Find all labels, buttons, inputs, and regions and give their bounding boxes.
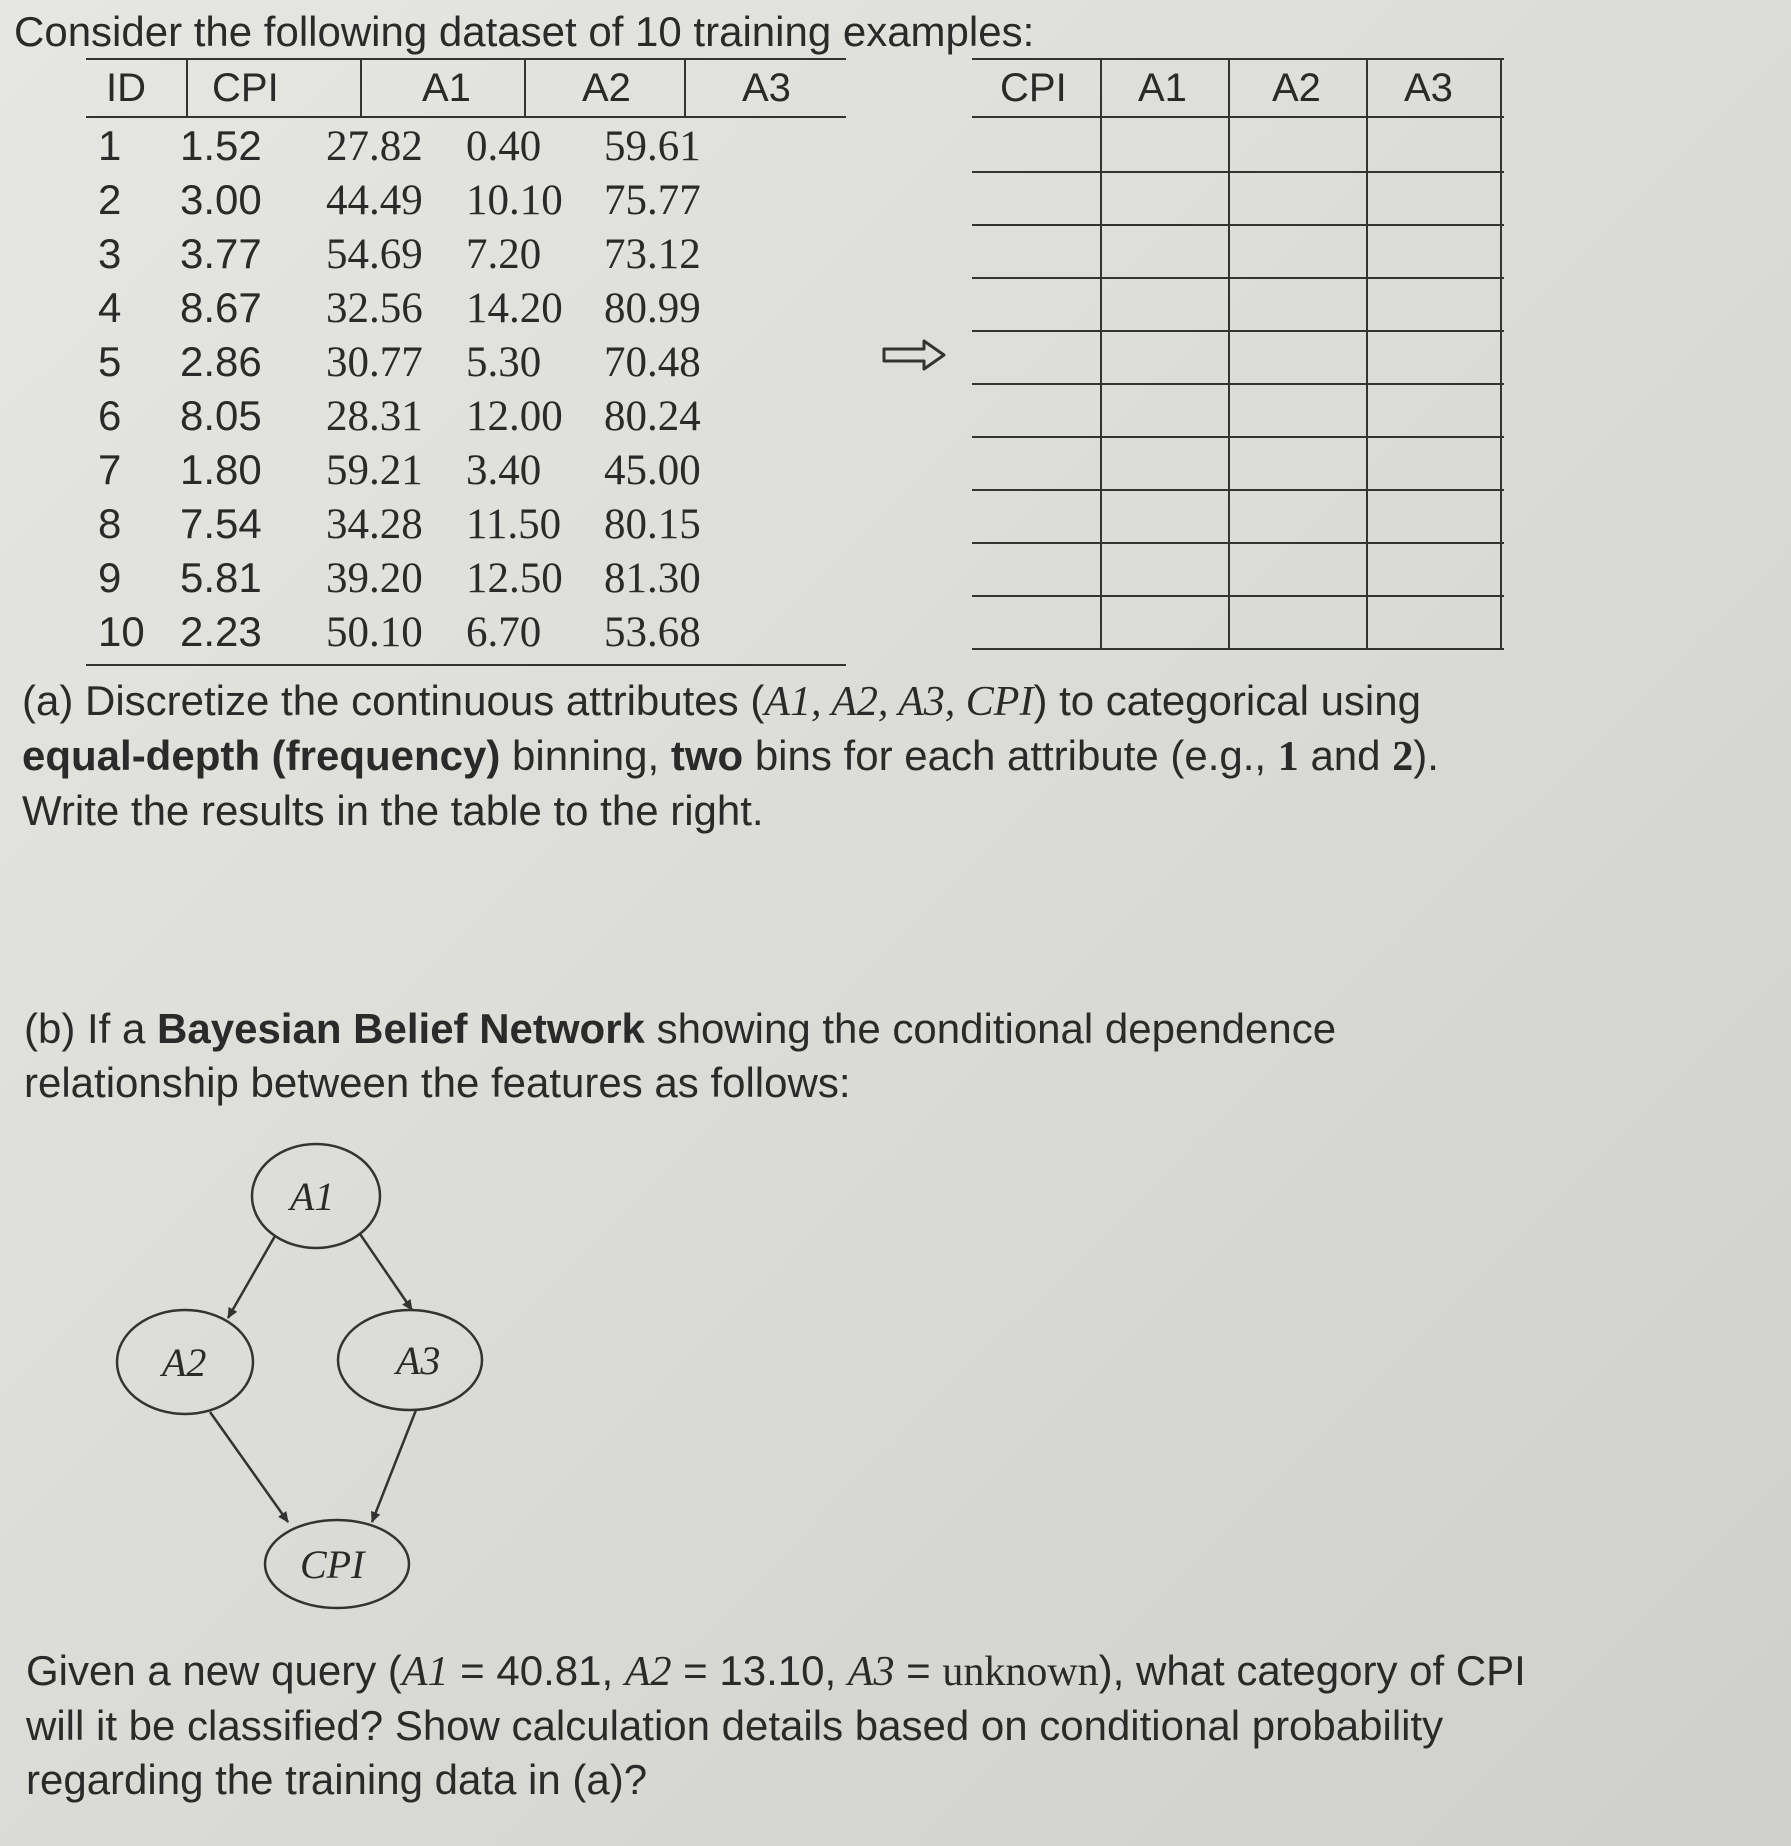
part-a-line-2: equal-depth (frequency) binning, two bins for each attribute (e.g., 1 and 2). [22,732,1439,780]
node-a3-label: A3 [396,1338,441,1383]
results-table-header [972,58,1504,118]
bayesian-network-diagram [110,1130,530,1610]
table-row [86,226,846,280]
header-divider-3 [524,60,526,118]
part-b-line-2: relationship between the features as follows: [24,1059,851,1106]
table-cell: 7.20 [466,231,542,278]
table-row [86,604,846,658]
results-row-line [972,595,1504,597]
table-cell: 30.77 [326,339,423,386]
table-row [86,280,846,334]
table-cell: 73.12 [604,231,701,278]
table-cell: 0.40 [466,123,542,170]
table-cell: 6 [98,392,122,439]
table-cell: 81.30 [604,555,701,602]
table-cell: 50.10 [326,609,423,656]
table-cell: 59.61 [604,123,701,170]
header-a2: A2 [582,66,631,110]
table-cell: 3.40 [466,447,542,494]
table-cell: 3.77 [180,230,262,277]
table-cell: 2.23 [180,608,262,655]
table-row [86,334,846,388]
header-a3: A3 [742,66,791,110]
results-column-divider [1228,60,1230,648]
results-column-divider [1100,60,1102,648]
edge-a1-a2 [228,1236,275,1318]
table-cell: 12.00 [466,393,563,440]
node-cpi-label: CPI [300,1542,365,1587]
part-a-question [22,674,1722,838]
table-cell: 8.67 [180,284,262,331]
table-cell: 3.00 [180,176,262,223]
page-heading: Consider the following dataset of 10 training examples: [14,8,1035,55]
table-body [86,118,846,658]
table-header [86,58,846,118]
results-row-line [972,330,1504,332]
table-bottom-rule [86,664,846,666]
results-row-line [972,489,1504,491]
header-divider-1 [186,60,188,118]
edge-a3-cpi [372,1410,416,1522]
results-row-line [972,542,1504,544]
table-cell: 59.21 [326,447,423,494]
table-row [86,442,846,496]
table-cell: 8 [98,500,122,547]
table-cell: 4 [98,284,122,331]
table-row [86,388,846,442]
header-cpi: CPI [212,66,279,110]
table-cell: 80.24 [604,393,701,440]
table-cell: 80.99 [604,285,701,332]
part-b-line-1: (b) If a Bayesian Belief Network showing the conditional dependence [24,1005,1337,1052]
table-cell: 5.30 [466,339,542,386]
query-line-3: regarding the training data in (a)? [26,1756,648,1803]
table-cell: 10.10 [466,177,563,224]
header-a1: A1 [422,66,471,110]
query-question [26,1644,1766,1807]
results-column-divider [1500,60,1502,648]
table-cell: 1.80 [180,446,262,493]
table-row [86,550,846,604]
results-row-line [972,383,1504,385]
part-a-line-3: Write the results in the table to the right. [22,787,764,834]
table-cell: 7.54 [180,500,262,547]
table-cell: 11.50 [466,501,562,548]
table-cell: 6.70 [466,609,542,656]
table-cell: 2.86 [180,338,262,385]
table-cell: 2 [98,176,122,223]
query-line-1: Given a new query (A1 = 40.81, A2 = 13.10, A3 = unknown), what category of CPI [26,1647,1526,1695]
table-cell: 9 [98,554,122,601]
table-cell: 70.48 [604,339,701,386]
table-cell: 3 [98,230,122,277]
header-divider-2 [360,60,362,118]
node-a1-label: A1 [290,1174,335,1219]
table-cell: 45.00 [604,447,701,494]
table-cell: 44.49 [326,177,423,224]
part-a-line-1: (a) Discretize the continuous attributes (A1, A2, A3, CPI) to categorical using [22,677,1421,725]
table-cell: 1.52 [180,122,262,169]
results-row-line [972,224,1504,226]
table-cell: 7 [98,446,122,493]
table-cell: 8.05 [180,392,262,439]
results-row-line [972,277,1504,279]
edge-a1-a3 [360,1234,412,1310]
table-cell: 10 [98,608,145,655]
results-header-a2: A2 [1272,66,1321,110]
table-row [86,496,846,550]
header-divider-4 [684,60,686,118]
table-cell: 28.31 [326,393,423,440]
table-cell: 53.68 [604,609,701,656]
discretized-results-table [972,58,1504,650]
edge-a2-cpi [210,1412,288,1522]
table-cell: 34.28 [326,501,423,548]
table-cell: 12.50 [466,555,563,602]
table-cell: 80.15 [604,501,701,548]
table-row [86,118,846,172]
table-cell: 39.20 [326,555,423,602]
header-id: ID [106,66,146,110]
table-cell: 75.77 [604,177,701,224]
query-line-2: will it be classified? Show calculation details based on conditional probability [26,1702,1444,1749]
right-arrow-icon [880,338,948,372]
table-cell: 1 [98,122,122,169]
table-cell: 54.69 [326,231,423,278]
results-table-grid [972,118,1504,650]
table-cell: 14.20 [466,285,563,332]
node-a2-label: A2 [162,1340,207,1385]
table-cell: 27.82 [326,123,423,170]
table-cell: 5.81 [180,554,262,601]
results-header-a1: A1 [1138,66,1187,110]
results-row-line [972,171,1504,173]
training-data-table [86,58,846,666]
table-cell: 32.56 [326,285,423,332]
table-cell: 5 [98,338,122,385]
results-header-a3: A3 [1404,66,1453,110]
results-row-line [972,436,1504,438]
results-header-cpi: CPI [1000,66,1067,110]
results-column-divider [1366,60,1368,648]
part-b-question [24,1002,1724,1110]
table-row [86,172,846,226]
